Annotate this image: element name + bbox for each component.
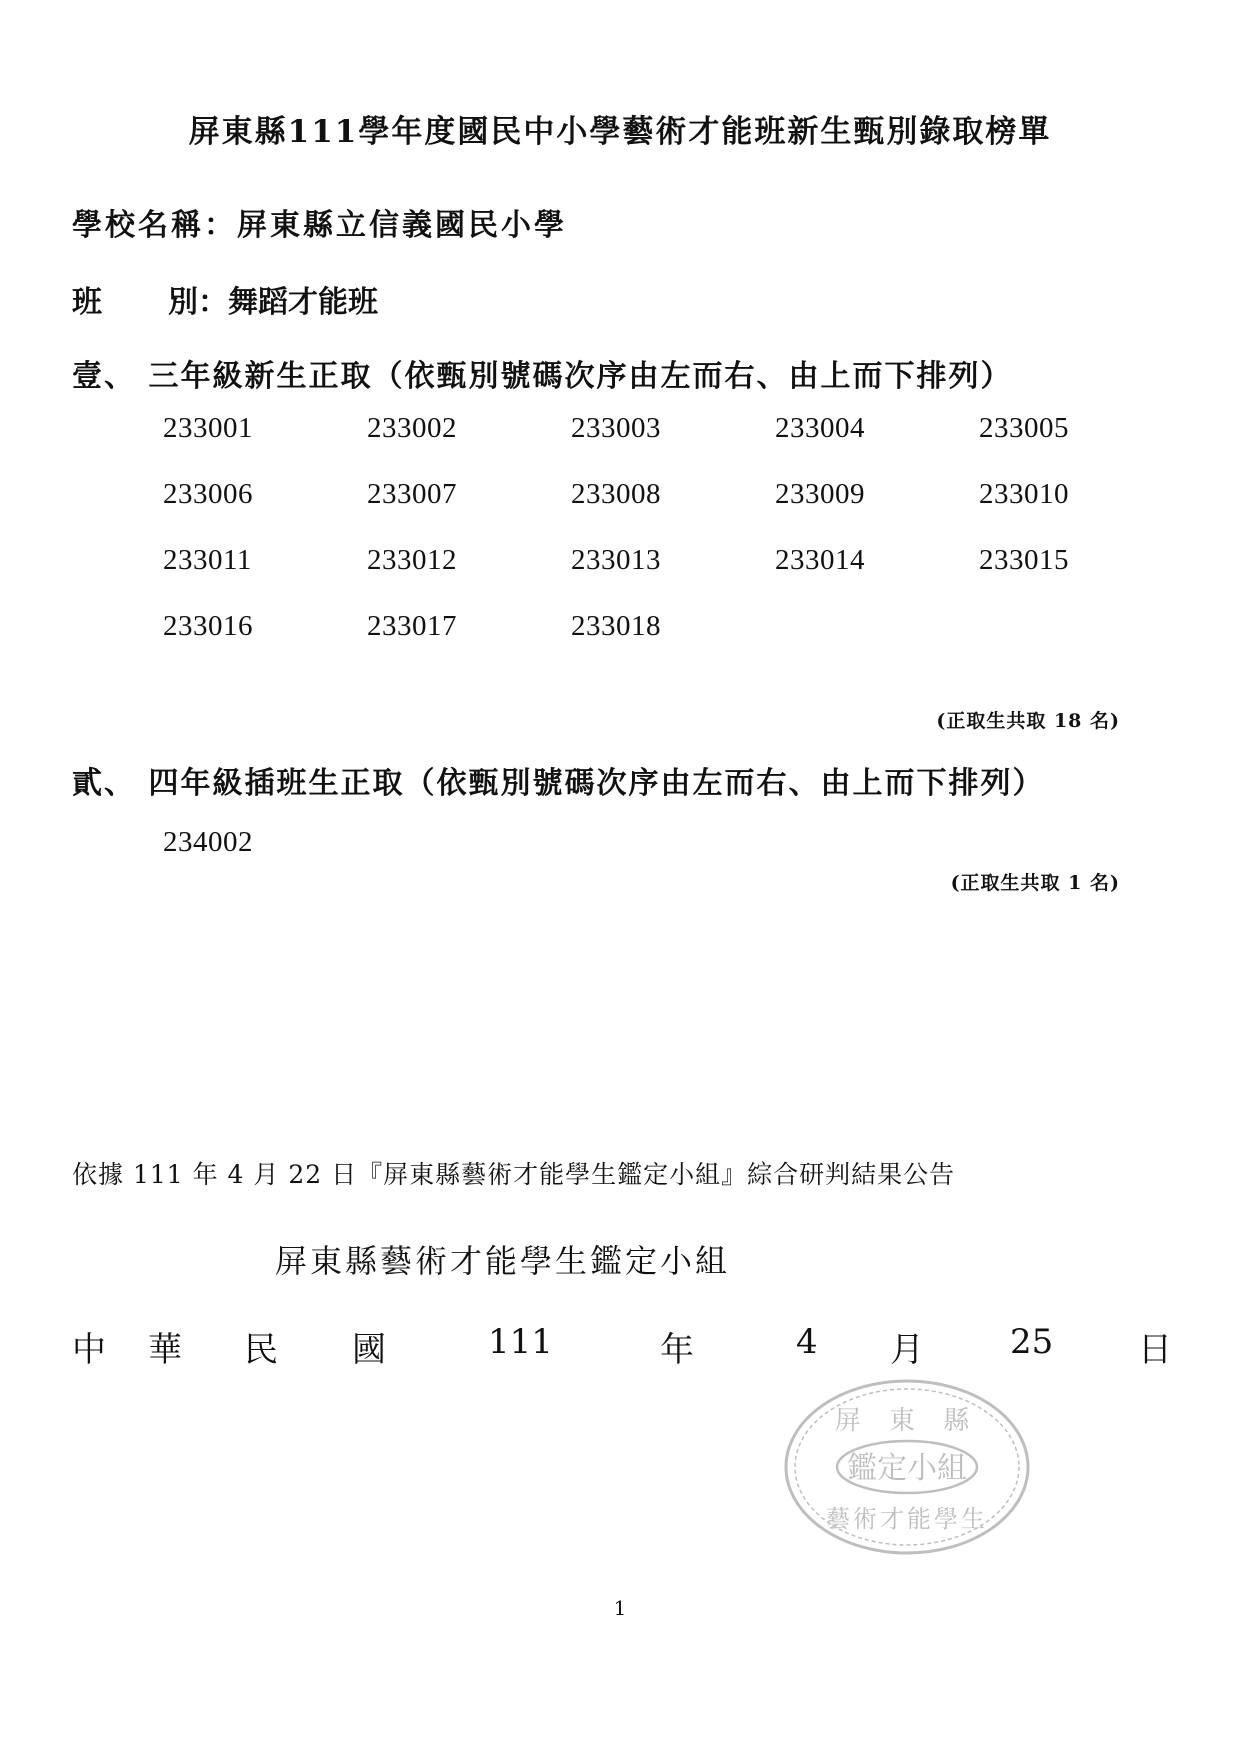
admission-id: 233013 — [571, 544, 661, 576]
class-label-first: 班 — [72, 285, 102, 320]
admission-id: 233007 — [367, 478, 457, 510]
date-year: 111 — [488, 1322, 553, 1362]
admission-id: 233001 — [163, 412, 253, 444]
admission-id: 233016 — [163, 610, 253, 642]
page-number: 1 — [613, 1596, 627, 1620]
seal-center-text: 鑑定小組 — [847, 1451, 967, 1486]
committee-name: 屏東縣藝術才能學生鑑定小組 — [275, 1242, 731, 1280]
date-day-unit: 日 — [1138, 1330, 1172, 1370]
date-day: 25 — [1010, 1322, 1054, 1362]
date-year-unit: 年 — [660, 1330, 694, 1370]
date-char: 民 — [244, 1330, 278, 1370]
school-line — [72, 200, 567, 244]
section2-total: (正取生共取 1 名) — [950, 872, 1120, 894]
admission-id: 234002 — [163, 826, 253, 858]
date-month-unit: 月 — [890, 1330, 924, 1370]
admission-id: 233010 — [979, 478, 1069, 510]
section1-total: (正取生共取 18 名) — [936, 710, 1120, 732]
admission-id: 233014 — [775, 544, 865, 576]
official-seal-stamp — [782, 1377, 1032, 1557]
section1-heading: 壹、 三年級新生正取（依甄別號碼次序由左而右、由上而下排列） — [72, 359, 1013, 394]
admission-id: 233006 — [163, 478, 253, 510]
admission-id: 233008 — [571, 478, 661, 510]
admission-id: 233011 — [163, 544, 252, 576]
admission-id: 233004 — [775, 412, 865, 444]
section2-heading: 貳、 四年級插班生正取（依甄別號碼次序由左而右、由上而下排列） — [72, 766, 1045, 801]
class-name: 舞蹈才能班 — [228, 285, 378, 320]
date-char: 國 — [352, 1330, 386, 1370]
date-char: 中 — [72, 1330, 106, 1370]
admission-id: 233003 — [571, 412, 661, 444]
admission-id: 233017 — [367, 610, 457, 642]
school-label: 學校名稱： — [72, 208, 237, 243]
announcement-basis: 依據 111 年 4 月 22 日『屏東縣藝術才能學生鑑定小組』綜合研判結果公告 — [72, 1160, 956, 1189]
admission-id: 233005 — [979, 412, 1069, 444]
admission-id: 233018 — [571, 610, 661, 642]
admission-id: 233002 — [367, 412, 457, 444]
class-label-second: 別： — [168, 285, 228, 320]
document-title: 屏東縣111學年度國民中小學藝術才能班新生甄別錄取榜單 — [188, 114, 1052, 150]
seal-top-text: 屏 東 縣 — [834, 1406, 980, 1436]
school-name: 屏東縣立信義國民小學 — [237, 208, 567, 243]
date-month: 4 — [796, 1322, 818, 1362]
admission-id: 233012 — [367, 544, 457, 576]
date-char: 華 — [148, 1330, 182, 1370]
class-line — [72, 277, 378, 321]
admission-id: 233009 — [775, 478, 865, 510]
seal-bottom-text: 藝術才能學生 — [826, 1505, 988, 1533]
admission-id: 233015 — [979, 544, 1069, 576]
